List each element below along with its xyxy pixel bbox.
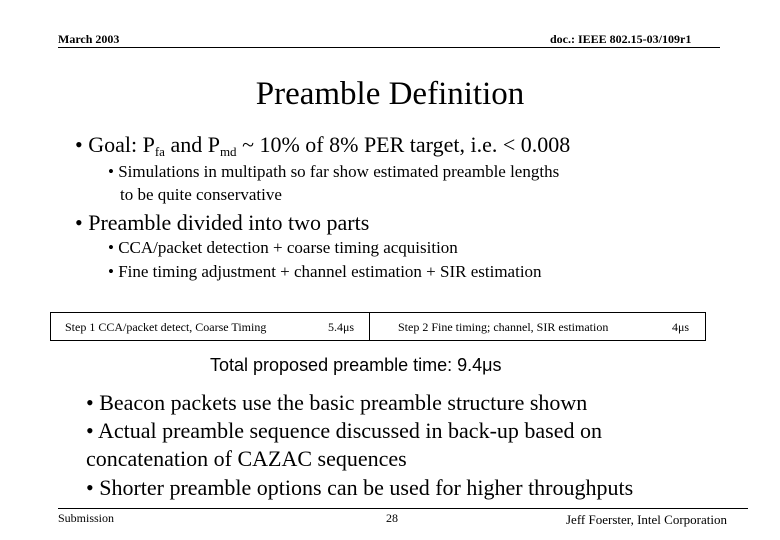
- goal-sub-fa: fa: [154, 144, 165, 159]
- divided-bullet: • Preamble divided into two parts: [75, 210, 370, 235]
- shorter-bullet: • Shorter preamble options can be used for higher throughputs: [86, 475, 634, 500]
- footer-author: Jeff Foerster, Intel Corporation: [566, 512, 727, 527]
- step1-time: 5.4μs: [328, 320, 355, 334]
- footer-page-number: 28: [386, 511, 398, 525]
- actual-bullet-line1: • Actual preamble sequence discussed in back-up based on: [86, 418, 602, 443]
- slide-title: Preamble Definition: [255, 76, 525, 112]
- goal-bullet: [75, 132, 570, 158]
- step1-label: Step 1 CCA/packet detect, Coarse Timing: [65, 320, 267, 334]
- goal-suffix: ~ 10% of 8% PER target, i.e. < 0.008: [236, 132, 571, 157]
- step2-label: Step 2 Fine timing; channel, SIR estimation: [398, 320, 609, 334]
- goal-sub-md: md: [219, 144, 237, 159]
- footer-rule: [58, 508, 748, 509]
- step2-time: 4μs: [672, 320, 690, 334]
- actual-bullet-line2: concatenation of CAZAC sequences: [86, 446, 407, 471]
- goal-prefix: • Goal: P: [75, 132, 155, 157]
- header-date: March 2003: [58, 32, 120, 46]
- sim-bullet-line2: to be quite conservative: [120, 185, 282, 204]
- goal-mid: and P: [164, 132, 220, 157]
- total-preamble-time: Total proposed preamble time: 9.4μs: [210, 355, 502, 375]
- sim-bullet-line1: • Simulations in multipath so far show estimated preamble lengths: [108, 162, 560, 181]
- header-rule: [58, 47, 720, 48]
- beacon-bullet: • Beacon packets use the basic preamble structure shown: [86, 390, 588, 415]
- footer-submission: Submission: [58, 511, 115, 525]
- part1-bullet: • CCA/packet detection + coarse timing acquisition: [108, 238, 458, 257]
- header-doc-id: doc.: IEEE 802.15-03/109r1: [550, 32, 692, 46]
- part2-bullet: • Fine timing adjustment + channel estimation + SIR estimation: [108, 262, 542, 281]
